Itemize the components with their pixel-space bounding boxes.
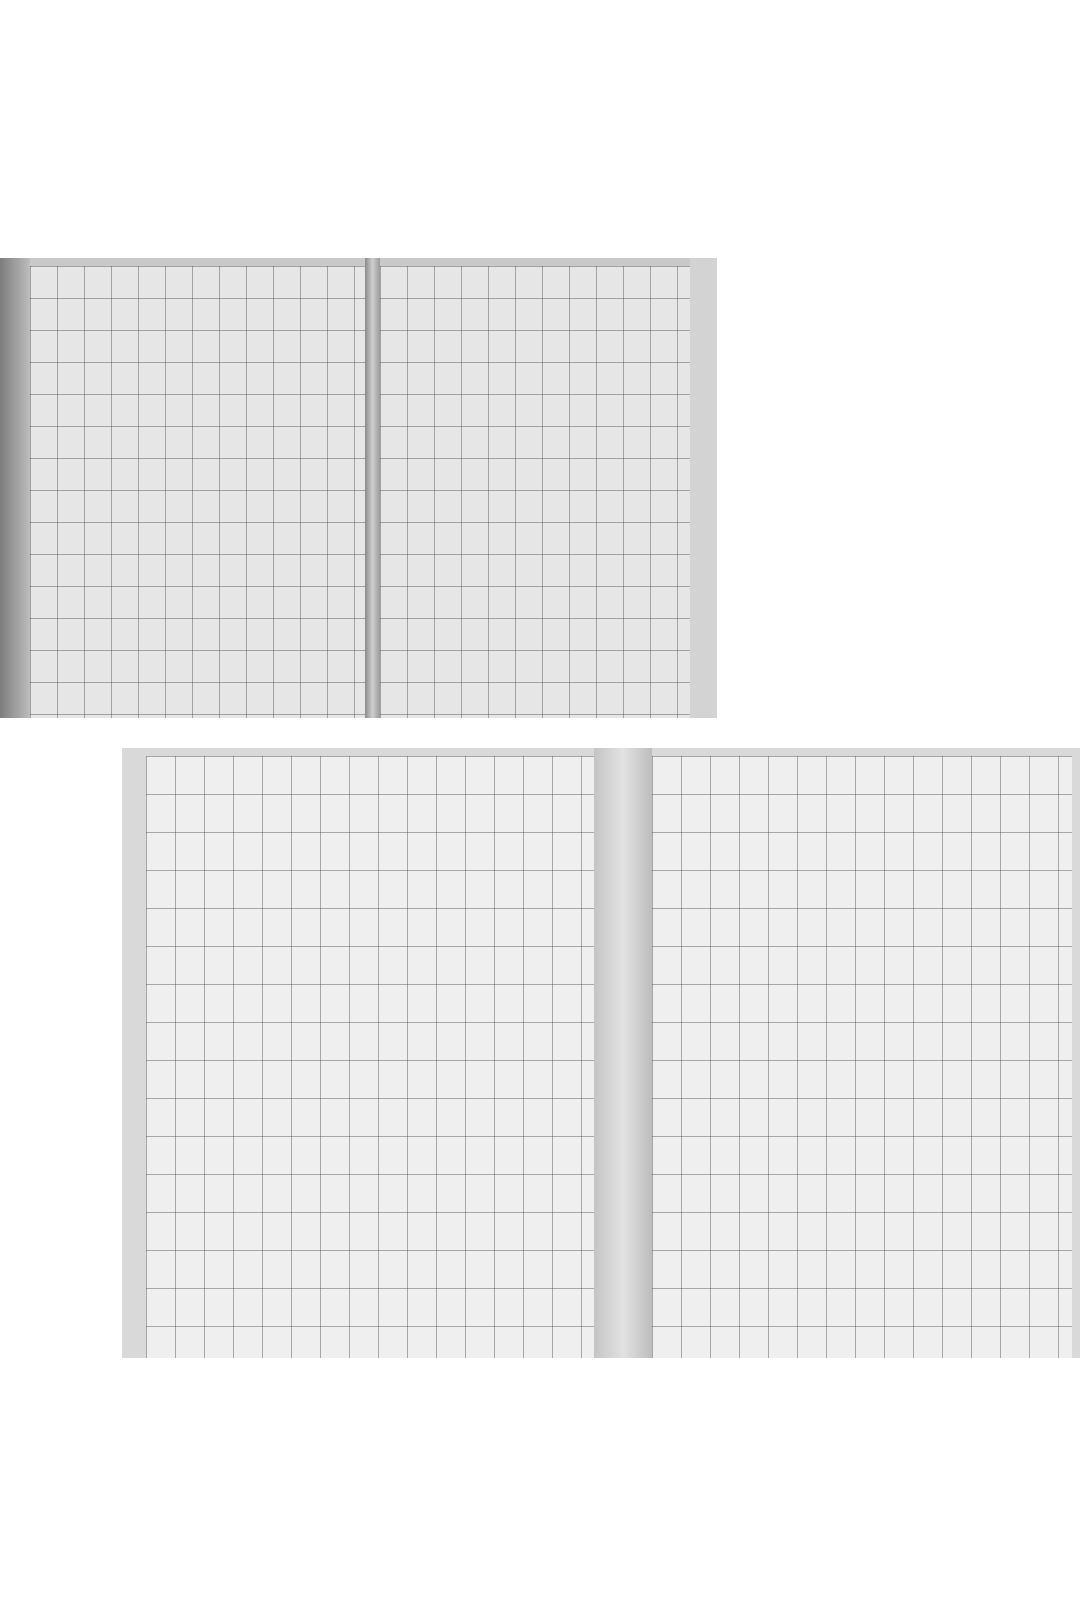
text-line — [42, 402, 355, 434]
notebook-gutter — [594, 748, 652, 1358]
text-line — [664, 840, 1062, 878]
essay-text — [380, 266, 690, 718]
text-line — [158, 954, 584, 992]
text-line — [158, 1182, 584, 1220]
text-line — [392, 434, 680, 466]
text-line — [392, 594, 680, 626]
text-line — [158, 992, 584, 1030]
text-line — [42, 498, 355, 530]
grid-page-right — [380, 266, 690, 718]
text-line — [42, 338, 355, 370]
text-line — [392, 466, 680, 498]
notebook-photo-2 — [122, 748, 1080, 1358]
grid-page-left — [146, 756, 594, 1358]
essay-text — [146, 756, 594, 1358]
text-line — [158, 1030, 584, 1068]
text-line — [42, 370, 355, 402]
text-line — [158, 1106, 584, 1144]
text-line — [158, 840, 584, 878]
text-line — [664, 1068, 1062, 1106]
essay-title — [42, 274, 355, 306]
notebook-gutter — [365, 258, 380, 718]
text-line — [392, 498, 680, 530]
text-line — [158, 802, 584, 840]
essay-text — [652, 756, 1072, 1358]
text-line — [392, 338, 680, 370]
text-line — [158, 1144, 584, 1182]
text-line — [664, 954, 1062, 992]
text-line — [42, 690, 355, 718]
text-line — [392, 402, 680, 434]
text-line — [42, 626, 355, 658]
text-line — [42, 530, 355, 562]
text-line — [158, 1068, 584, 1106]
notebook-photo-1 — [0, 258, 717, 718]
text-line — [392, 274, 680, 306]
text-line — [664, 916, 1062, 954]
text-line — [42, 466, 355, 498]
notebook-edge — [690, 258, 717, 718]
text-line — [392, 306, 680, 338]
grid-page-right — [652, 756, 1072, 1358]
text-line — [42, 658, 355, 690]
notebook-edge — [0, 258, 30, 718]
text-line — [158, 1296, 584, 1334]
text-line — [392, 530, 680, 562]
essay-text — [30, 266, 365, 718]
text-line — [664, 1030, 1062, 1068]
text-line — [392, 562, 680, 594]
text-line — [664, 992, 1062, 1030]
text-line — [42, 594, 355, 626]
text-line — [42, 434, 355, 466]
text-line — [158, 1220, 584, 1258]
text-line — [42, 306, 355, 338]
text-line — [664, 878, 1062, 916]
text-line — [664, 802, 1062, 840]
grid-page-left — [30, 266, 365, 718]
text-line — [664, 764, 1062, 802]
text-line — [158, 1258, 584, 1296]
text-line — [158, 878, 584, 916]
text-line — [392, 370, 680, 402]
text-line — [42, 562, 355, 594]
text-line — [158, 916, 584, 954]
essay-title — [158, 764, 584, 802]
